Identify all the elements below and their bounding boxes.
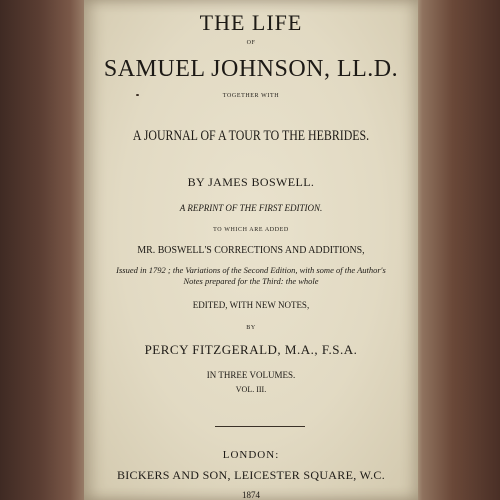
volume-number: VOL. III.: [235, 385, 267, 394]
title-page: [84, 0, 418, 500]
edited-line: EDITED, WITH NEW NOTES,: [192, 300, 310, 310]
imprint-city: LONDON:: [222, 449, 280, 461]
volumes-line: IN THREE VOLUMES.: [206, 370, 296, 380]
ink-spot: [136, 94, 139, 96]
issued-note: Issued in 1792 ; the Variations of the Second Edition, with some of the Author's: [116, 265, 386, 275]
corrections-line: MR. BOSWELL'S CORRECTIONS AND ADDITIONS,: [137, 244, 365, 256]
editor-name: PERCY FITZGERALD, M.A., F.S.A.: [144, 342, 358, 357]
book-binding-right: [414, 0, 500, 500]
subject-name: SAMUEL JOHNSON, LL.D.: [103, 56, 399, 82]
to-which-added-line: TO WHICH ARE ADDED: [213, 227, 289, 233]
notes-note: Notes prepared for the Third: the whole: [183, 276, 319, 286]
together-with-line: TOGETHER WITH: [222, 93, 280, 99]
title-line: THE LIFE: [199, 10, 303, 35]
publisher-line: BICKERS AND SON, LEICESTER SQUARE, W.C.: [116, 468, 386, 482]
book-binding-left: [0, 0, 88, 500]
publication-year: 1874: [242, 490, 260, 500]
journal-title: A JOURNAL OF A TOUR TO THE HEBRIDES.: [132, 128, 370, 144]
author-byline: BY JAMES BOSWELL.: [187, 175, 315, 189]
by-line: BY: [246, 325, 256, 331]
divider-rule: [215, 426, 305, 427]
reprint-note: A REPRINT OF THE FIRST EDITION.: [179, 203, 323, 213]
of-line: OF: [246, 40, 256, 46]
